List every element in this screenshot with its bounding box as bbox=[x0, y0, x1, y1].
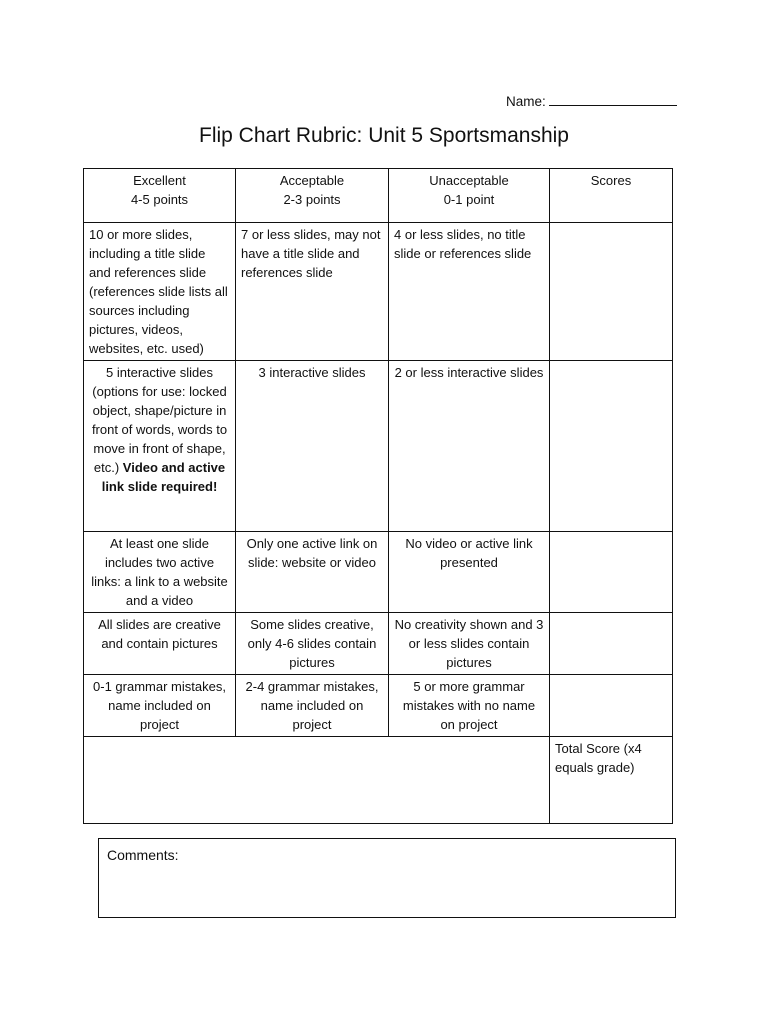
table-row bbox=[84, 613, 673, 675]
cell-excellent-text: 5 interactive slides (options for use: locked object, shape/picture in front of words, words to move in front of shape, etc.) bbox=[91, 365, 228, 475]
header-excellent bbox=[84, 169, 236, 223]
cell-unacceptable: 2 or less interactive slides bbox=[389, 361, 550, 532]
table-row bbox=[84, 675, 673, 737]
name-field bbox=[506, 93, 677, 109]
header-scores-label: Scores bbox=[590, 173, 632, 188]
total-row bbox=[84, 737, 673, 824]
cell-acceptable: 3 interactive slides bbox=[236, 361, 389, 532]
comments-box[interactable] bbox=[98, 838, 676, 918]
header-unacceptable-label: Unacceptable bbox=[429, 173, 509, 188]
cell-excellent: At least one slide includes two active links: a link to a website and a video bbox=[84, 532, 236, 613]
header-excellent-label: Excellent bbox=[133, 173, 186, 188]
score-cell[interactable] bbox=[550, 613, 673, 675]
name-label: Name: bbox=[506, 94, 546, 109]
cell-acceptable: Some slides creative, only 4-6 slides contain pictures bbox=[236, 613, 389, 675]
header-scores bbox=[550, 169, 673, 223]
header-acceptable bbox=[236, 169, 389, 223]
cell-unacceptable: 5 or more grammar mistakes with no name on project bbox=[389, 675, 550, 737]
cell-acceptable: 2-4 grammar mistakes, name included on project bbox=[236, 675, 389, 737]
table-row bbox=[84, 532, 673, 613]
table-row bbox=[84, 361, 673, 532]
cell-unacceptable: No video or active link presented bbox=[389, 532, 550, 613]
cell-acceptable: Only one active link on slide: website or video bbox=[236, 532, 389, 613]
header-unacceptable bbox=[389, 169, 550, 223]
cell-unacceptable: No creativity shown and 3 or less slides contain pictures bbox=[389, 613, 550, 675]
name-blank-line[interactable] bbox=[549, 93, 677, 106]
comments-label: Comments: bbox=[107, 847, 179, 863]
page-title: Flip Chart Rubric: Unit 5 Sportsmanship bbox=[199, 124, 569, 147]
score-cell[interactable] bbox=[550, 532, 673, 613]
rubric-table bbox=[83, 168, 673, 824]
table-row bbox=[84, 223, 673, 361]
cell-excellent: All slides are creative and contain pictures bbox=[84, 613, 236, 675]
cell-unacceptable: 4 or less slides, no title slide or references slide bbox=[389, 223, 550, 361]
header-excellent-points: 4-5 points bbox=[130, 192, 189, 207]
score-cell[interactable] bbox=[550, 675, 673, 737]
total-blank-cell bbox=[84, 737, 550, 824]
header-acceptable-points: 2-3 points bbox=[283, 192, 341, 207]
cell-excellent-bold-text: Video and active link slide required! bbox=[101, 460, 226, 494]
table-header-row bbox=[84, 169, 673, 223]
header-acceptable-label: Acceptable bbox=[279, 173, 345, 188]
cell-excellent bbox=[84, 361, 236, 532]
score-cell[interactable] bbox=[550, 223, 673, 361]
cell-excellent: 0-1 grammar mistakes, name included on project bbox=[84, 675, 236, 737]
cell-excellent: 10 or more slides, including a title slide and references slide (references slide lists all sources including pictures, videos, websites, etc. used) bbox=[84, 223, 236, 361]
total-score-cell[interactable]: Total Score (x4 equals grade) bbox=[550, 737, 673, 824]
cell-acceptable: 7 or less slides, may not have a title slide and references slide bbox=[236, 223, 389, 361]
score-cell[interactable] bbox=[550, 361, 673, 532]
header-unacceptable-points: 0-1 point bbox=[443, 192, 495, 207]
